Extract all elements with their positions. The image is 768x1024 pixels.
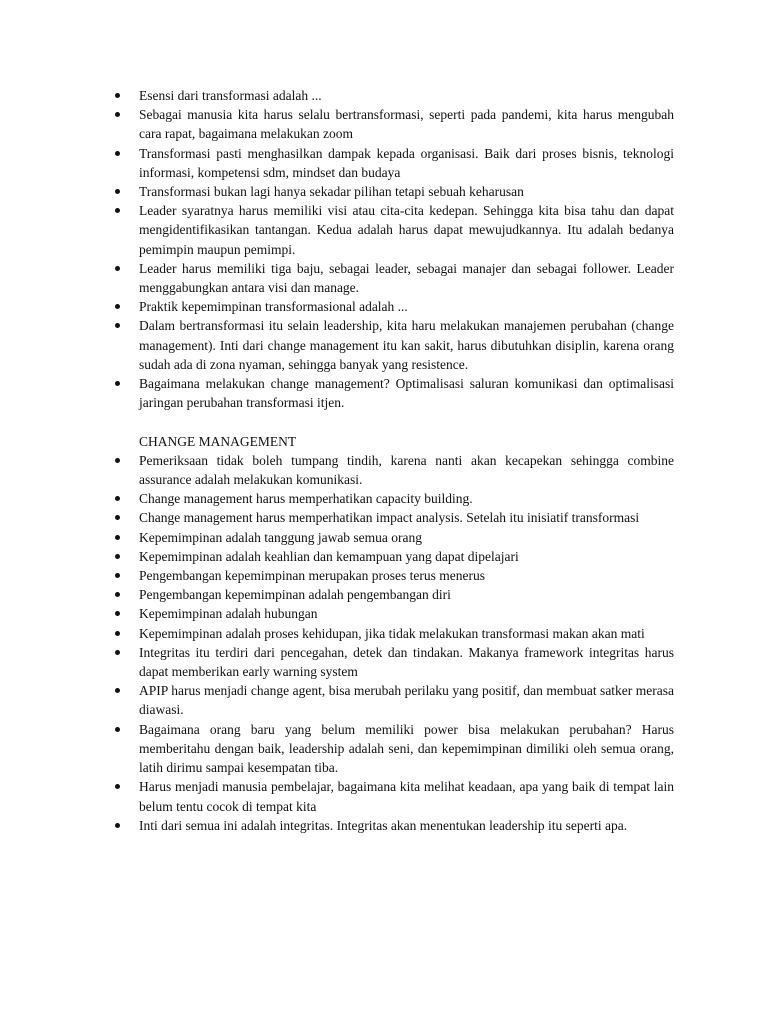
list-item: Sebagai manusia kita harus selalu bertransformasi, seperti pada pandemi, kita harus mengubah cara rapat, bagaimana melakukan zoom	[112, 105, 674, 143]
bullet-list-transformation	[112, 86, 674, 412]
list-item: Leader syaratnya harus memiliki visi atau cita-cita kedepan. Sehingga kita bisa tahu dan dapat mengidentifikasikan tantangan. Kedua adalah harus dapat mewujudkannya. Itu adalah bedanya pemimpin maupun pemimpi.	[112, 201, 674, 259]
list-item: Praktik kepemimpinan transformasional adalah ...	[112, 297, 674, 316]
document-body	[112, 86, 674, 835]
list-item: Dalam bertransformasi itu selain leadership, kita haru melakukan manajemen perubahan (change management). Inti dari change management itu kan sakit, harus dibutuhkan disiplin, karena orang sudah ada di zona nyaman, sehingga banyak yang resistence.	[112, 316, 674, 374]
list-item: Integritas itu terdiri dari pencegahan, detek dan tindakan. Makanya framework integritas harus dapat memberikan early warning system	[112, 643, 674, 681]
list-item: Pengembangan kepemimpinan merupakan proses terus menerus	[112, 566, 674, 585]
list-item: Pengembangan kepemimpinan adalah pengembangan diri	[112, 585, 674, 604]
list-item: Kepemimpinan adalah tanggung jawab semua orang	[112, 528, 674, 547]
list-item: Change management harus memperhatikan impact analysis. Setelah itu inisiatif transformasi	[112, 508, 674, 527]
list-item: Transformasi pasti menghasilkan dampak kepada organisasi. Baik dari proses bisnis, teknologi informasi, kompetensi sdm, mindset dan budaya	[112, 144, 674, 182]
section-heading-change-management: CHANGE MANAGEMENT	[139, 433, 297, 449]
list-item: Transformasi bukan lagi hanya sekadar pilihan tetapi sebuah keharusan	[112, 182, 674, 201]
list-item: Leader harus memiliki tiga baju, sebagai leader, sebagai manajer dan sebagai follower. Leader menggabungkan antara visi dan manage.	[112, 259, 674, 297]
bullet-list-change-management	[112, 451, 674, 835]
list-item: Pemeriksaan tidak boleh tumpang tindih, karena nanti akan kecapekan sehingga combine assurance adalah melakukan komunikasi.	[112, 451, 674, 489]
list-item: Kepemimpinan adalah keahlian dan kemampuan yang dapat dipelajari	[112, 547, 674, 566]
list-item: Change management harus memperhatikan capacity building.	[112, 489, 674, 508]
list-item: Kepemimpinan adalah proses kehidupan, jika tidak melakukan transformasi makan akan mati	[112, 624, 674, 643]
list-item: Harus menjadi manusia pembelajar, bagaimana kita melihat keadaan, apa yang baik di tempat lain belum tentu cocok di tempat kita	[112, 777, 674, 815]
list-item: Kepemimpinan adalah hubungan	[112, 604, 674, 623]
list-item: Inti dari semua ini adalah integritas. Integritas akan menentukan leadership itu seperti apa.	[112, 816, 674, 835]
list-item: Bagaimana orang baru yang belum memiliki power bisa melakukan perubahan? Harus memberitahu dengan baik, leadership adalah seni, dan kepemimpinan dimiliki oleh semua orang, latih dirimu sampai kesempatan tiba.	[112, 720, 674, 778]
list-item: APIP harus menjadi change agent, bisa merubah perilaku yang positif, dan membuat satker merasa diawasi.	[112, 681, 674, 719]
list-item: Bagaimana melakukan change management? Optimalisasi saluran komunikasi dan optimalisasi jaringan perubahan transformasi itjen.	[112, 374, 674, 412]
list-item: Esensi dari transformasi adalah ...	[112, 86, 674, 105]
